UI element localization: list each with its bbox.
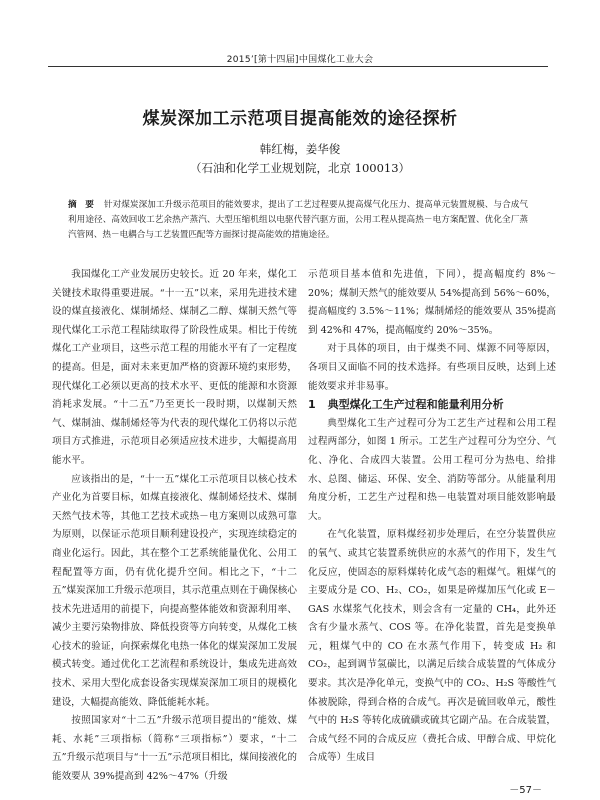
paragraph: 典型煤化工生产过程可分为工艺生产过程和公用工程过程两部分，如图 1 所示。工艺生产过程可分为空分、气化、净化、合成四大装置。公用工程可分为热电、给排水、总图、储运、环保、安全、消防等部分。从能量利用角度分析，工艺生产过程和热－电装置对项目能效影响最大。 <box>308 417 556 522</box>
paragraph: 按照国家对“十二五”升级示范项目提出的“能效、煤耗、水耗”三项指标（简称“三项指标”）要求，“十二五”升级示范项目与“十一五”示范项目相比，煤间接液化的能效要从 39%提高到 42%～47%（升级 <box>52 715 297 783</box>
paragraph: 示范项目基本值和先进值，下同），提高幅度约 8%～20%；煤制天然气的能效要从 54%提高到 56%～60%，提高幅度约 3.5%～11%；煤制烯烃的能效要从 35%提高到 42%和 47%，提高幅度约 20%～35%。 <box>308 269 556 336</box>
abstract-label: 摘 要 <box>68 200 94 210</box>
article-title: 煤炭深加工示范项目提高能效的途径探析 <box>142 109 458 129</box>
left-column <box>52 266 297 787</box>
page-number: －57－ <box>509 785 542 796</box>
abstract-text: 针对煤炭深加工升级示范项目的能效要求，提出了工艺过程要从提高煤气化压力、提高单元装置规模、与合成气利用途径、高效回收工艺余热产蒸汽、大型压缩机组以电驱代替汽驱方面，公用工程从提高热－电方案配置、优化全厂蒸汽管网、热－电耦合与工艺装置匹配等方面探讨提高能效的措施途径。 <box>68 200 528 240</box>
paragraph: 应该指出的是，“十一五”煤化工示范项目以核心技术产业化为首要目标，如煤直接液化、煤制烯烃技术、煤制天然气技术等，其他工艺技术或热－电方案则以成熟可靠为原则，以保证示范项目顺利建设投产，实现连续稳定的商业化运行。因此，其在整个工艺系统能量优化、公用工程配置等方面，仍有优化提升空间。相比之下，“十二五”煤炭深加工升级示范项目，其示范重点则在于确保核心技术先进适用的前提下，向提高整体能效和资源利用率、减少主要污染物排放、降低投资等方向转变，从煤化工核心技术的验证，向探索煤化电热一体化的煤炭深加工发展模式转变。通过优化工艺流程和系统设计，集成先进高效技术、采用大型化成套设备实现煤炭深加工项目的规模化建设，大幅提高能效、降低能耗水耗。 <box>52 473 297 708</box>
paragraph: 在气化装置，原料煤经初步处理后，在空分装置供应的氧气、或其它装置系统供应的水蒸气的作用下，发生气化反应，使固态的原料煤转化成气态的粗煤气。粗煤气的主要成分是 CO、H₂、CO₂，如果是碎煤加压气化或 E－GAS 水煤浆气化技术，则会含有一定量的 CH₄，此外还含有少量水蒸气、COS 等。在净化装置，首先是变换单元，粗煤气中的 CO 在水蒸气作用下，转变成 H₂ 和 CO₂，起到调节氢碳比，以满足后续合成装置的气体成分要求。其次是净化单元，变换气中的 CO₂、H₂S 等酸性气体被脱除，得到合格的合成气。再次是硫回收单元，酸性气中的 H₂S 等转化成硫磺或硫其它副产品。在合成装置，合成气经不同的合成反应（费托合成、甲醇合成、甲烷化合成等）生成目 <box>308 529 556 764</box>
abstract <box>68 198 528 243</box>
section-heading <box>308 396 556 415</box>
section-title: 典型煤化工生产过程和能量利用分析 <box>327 398 504 412</box>
paragraph: 对于具体的项目，由于煤类不同、煤源不同等原因，各项目又面临不同的技术选择。有些项目反映，达到上述能效要求并非易事。 <box>308 343 556 392</box>
section-number: 1 <box>308 398 316 412</box>
right-column <box>308 266 556 768</box>
authors: 韩红梅，姜华俊 <box>259 142 341 156</box>
running-header: 2015’[第十四届]中国煤化工业大会 <box>226 55 374 65</box>
header-rule <box>48 66 548 67</box>
paragraph: 我国煤化工产业发展历史较长。近 20 年来，煤化工关键技术取得重要进展。“十一五”以来，采用先进技术建设的煤直接液化、煤制烯烃、煤制乙二醇、煤制天然气等现代煤化工示范工程陆续取得了阶段性成果。相比于传统煤化工产业项目，这些示范工程的用能水平有了一定程度的提高。但是，面对未来更加严格的资源环境约束形势，现代煤化工必须以更高的技术水平、更低的能源和水资源消耗求发展。“十二五”乃至更长一段时期，以煤制天然气、煤制油、煤制烯烃等为代表的现代煤化工仍将以示范项目方式推进，示范项目必须适应技术进步，大幅提高用能水平。 <box>52 269 297 466</box>
affiliation: （石油和化学工业规划院，北京 100013） <box>189 161 411 175</box>
